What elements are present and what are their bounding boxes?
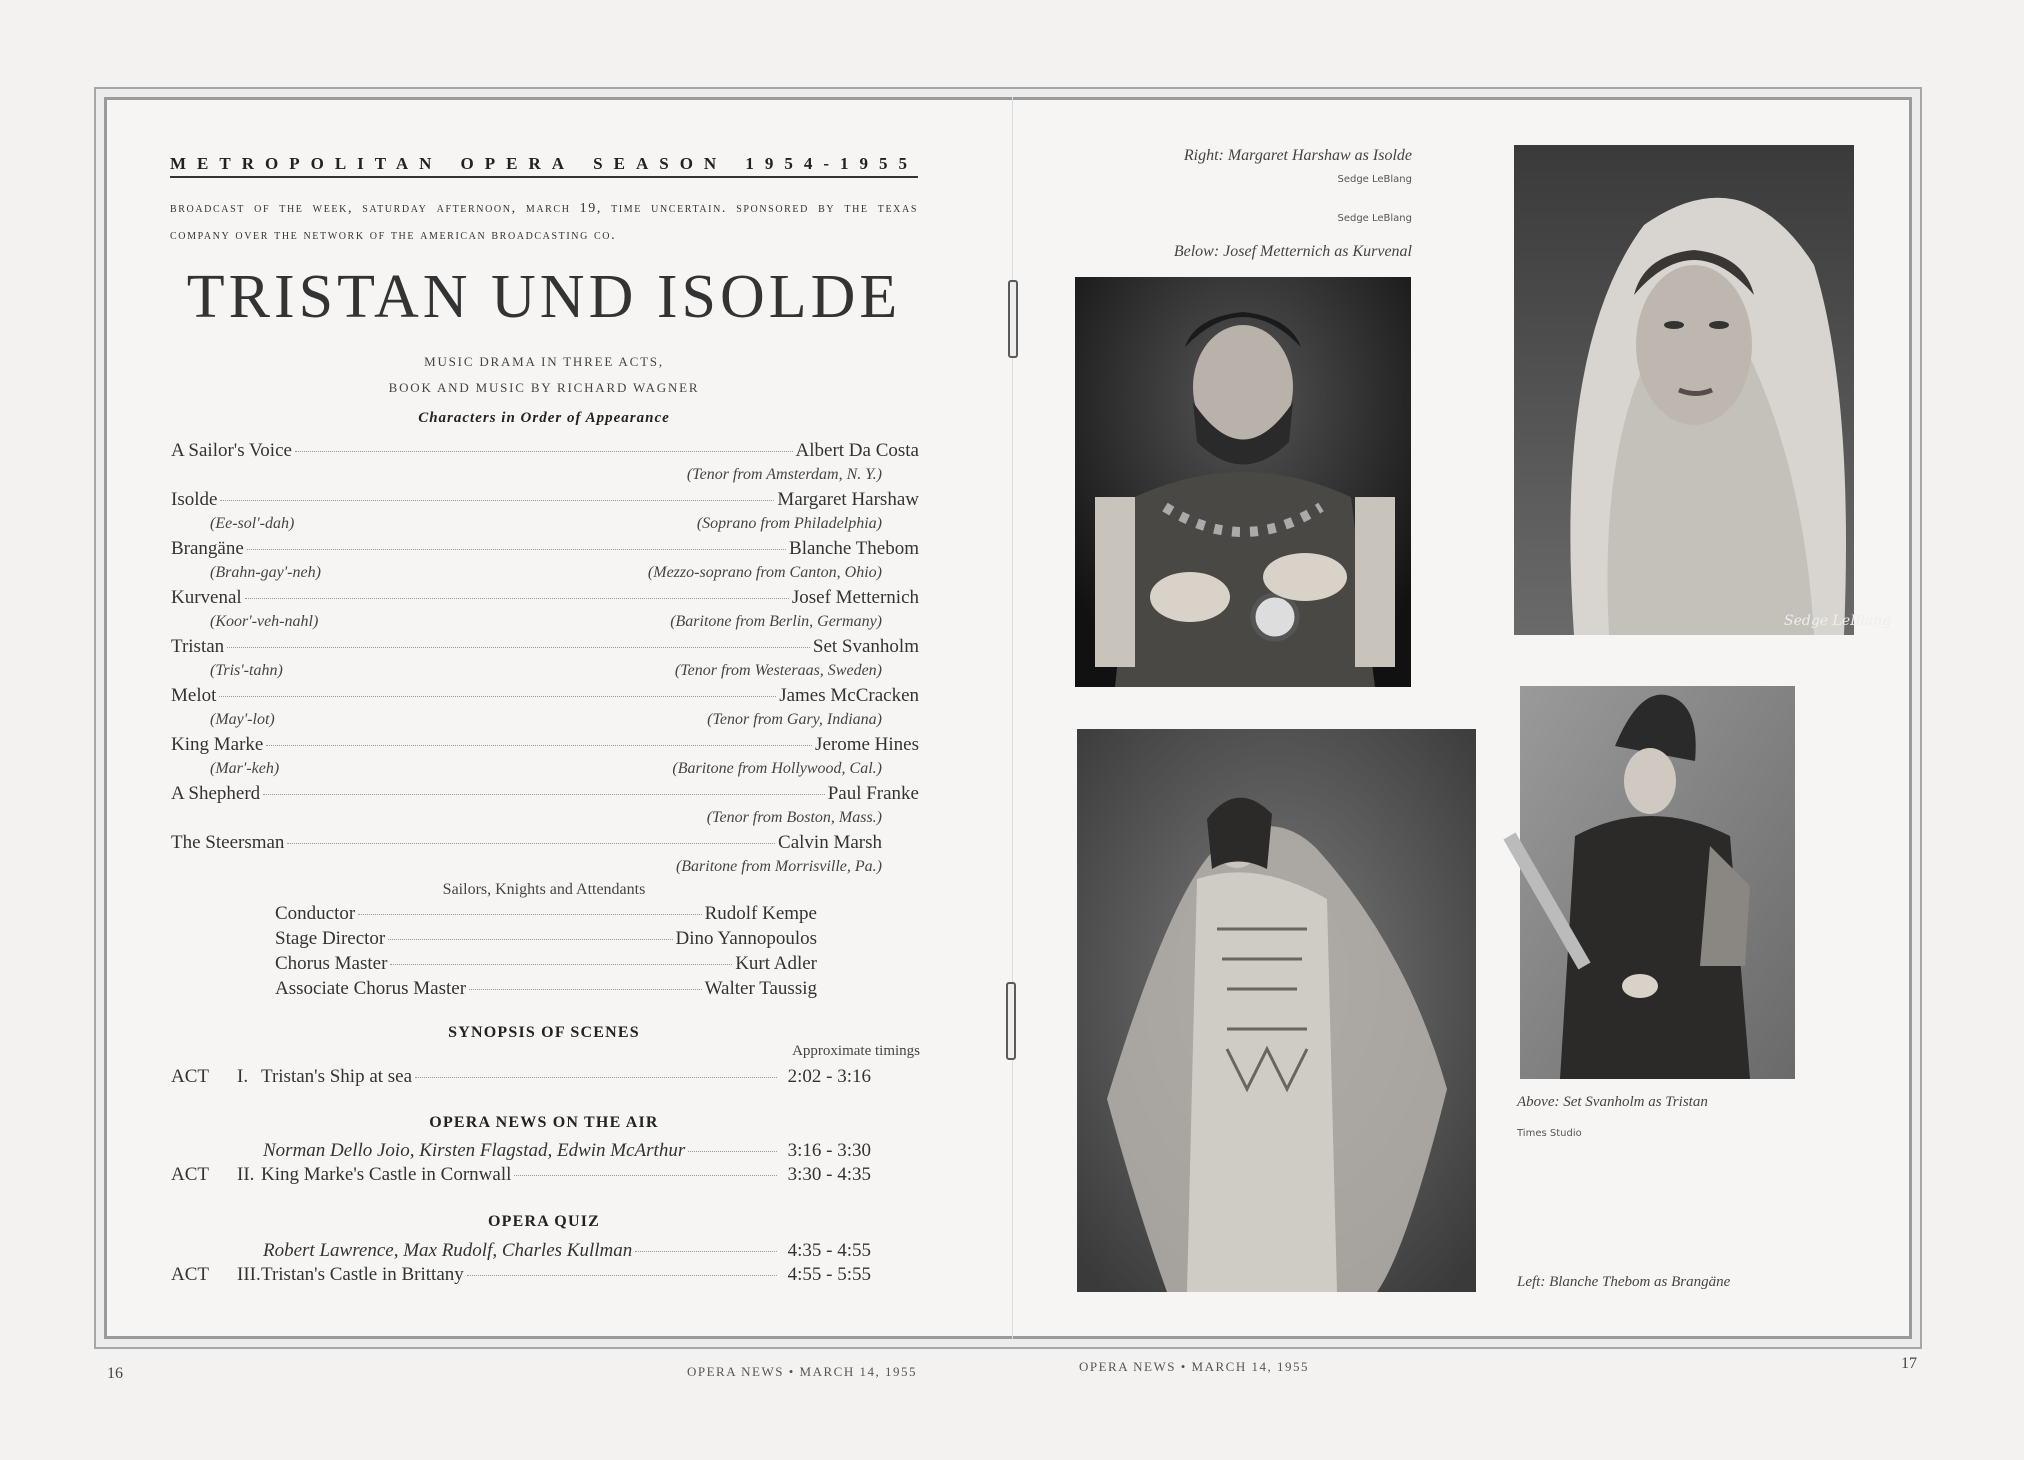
act-scene: Tristan's Castle in Brittany	[261, 1264, 464, 1285]
act-number: II.	[237, 1164, 255, 1185]
act-time: 4:55 - 5:55	[787, 1264, 871, 1285]
subtitle-line-2: BOOK AND MUSIC BY RICHARD WAGNER	[388, 380, 700, 395]
header-word: OPERA	[460, 154, 576, 173]
staff-name: Rudolf Kempe	[704, 903, 817, 924]
staff-name: Kurt Adler	[735, 953, 817, 974]
staff-row	[275, 928, 817, 950]
on-air-names: Norman Dello Joio, Kirsten Flagstad, Edwin McArthur	[263, 1140, 686, 1161]
caption-harshaw: Right: Margaret Harshaw as Isolde	[1183, 147, 1412, 164]
singer-name: Margaret Harshaw	[777, 489, 919, 510]
on-air-time: 3:16 - 3:30	[787, 1140, 871, 1161]
cast-row	[171, 832, 882, 854]
staff-row	[275, 953, 817, 975]
caption-svanholm: Above: Set Svanholm as Tristan	[1517, 1094, 1708, 1110]
photo-thebom	[1077, 729, 1476, 1292]
leader-dots	[358, 914, 701, 915]
chorus-line: Sailors, Knights and Attendants	[442, 881, 646, 898]
singer-origin: (Mezzo-soprano from Canton, Ohio)	[647, 564, 882, 581]
leader-dots	[635, 1251, 776, 1252]
broadcast-notice: broadcast of the week, saturday afternoon, march 19, time uncertain. sponsored by the texas company over the network of the american broadcasting co.	[170, 201, 918, 243]
staple-bottom	[1006, 982, 1016, 1060]
act-number: I.	[237, 1066, 249, 1087]
photo-credit: Sedge LeBlang	[1337, 213, 1412, 224]
leader-dots	[514, 1175, 776, 1176]
header-word: SEASON	[593, 154, 728, 173]
singer-origin: (Tenor from Amsterdam, N. Y.)	[686, 466, 882, 483]
staff-role: Associate Chorus Master	[275, 978, 467, 999]
role-name: Melot	[171, 685, 217, 706]
cast-row	[171, 636, 919, 658]
leader-dots	[388, 939, 672, 940]
act-row	[171, 1164, 871, 1186]
quiz-time: 4:35 - 4:55	[787, 1240, 871, 1261]
singer-name: Blanche Thebom	[789, 538, 919, 559]
page-number-right: 17	[1901, 1355, 1917, 1372]
singer-origin: (Baritone from Hollywood, Cal.)	[672, 760, 882, 777]
footer-left: OPERA NEWS • MARCH 14, 1955	[687, 1364, 917, 1379]
page-number-left: 16	[107, 1365, 123, 1382]
photo-signature: Sedge LeBlang	[1784, 613, 1892, 629]
role-pronunciation: (Koor'-veh-nahl)	[210, 613, 319, 630]
singer-origin: (Baritone from Berlin, Germany)	[670, 613, 882, 630]
synopsis-heading: SYNOPSIS OF SCENES	[448, 1024, 640, 1041]
role-pronunciation: (Mar'-keh)	[210, 760, 280, 777]
staff-name: Dino Yannopoulos	[675, 928, 817, 949]
act-label: ACT	[171, 1264, 209, 1285]
staff-row	[275, 978, 817, 1000]
staff-name: Walter Taussig	[704, 978, 817, 999]
staff-role: Conductor	[275, 903, 356, 924]
subtitle-line-1: MUSIC DRAMA IN THREE ACTS,	[424, 354, 664, 369]
opera-title: TRISTAN UND ISOLDE	[186, 263, 902, 331]
act-scene: King Marke's Castle in Cornwall	[261, 1164, 512, 1185]
singer-name: Albert Da Costa	[795, 440, 919, 461]
leader-dots	[220, 500, 774, 501]
leader-dots	[415, 1077, 777, 1078]
cast-row	[171, 489, 919, 511]
quiz-names: Robert Lawrence, Max Rudolf, Charles Kullman	[263, 1240, 633, 1261]
caption-metternich: Below: Josef Metternich as Kurvenal	[1173, 243, 1412, 260]
staff-row	[275, 903, 817, 925]
leader-dots	[227, 647, 810, 648]
season-header	[170, 154, 918, 174]
singer-name: Jerome Hines	[815, 734, 919, 755]
act-label: ACT	[171, 1164, 209, 1185]
leader-dots	[219, 696, 776, 697]
leader-dots	[688, 1151, 776, 1152]
photo-metternich	[1075, 277, 1411, 687]
header-word: METROPOLITAN	[170, 154, 443, 173]
photo-svanholm	[1520, 686, 1795, 1079]
caption-thebom: Left: Blanche Thebom as Brangäne	[1517, 1274, 1731, 1290]
cast-row	[171, 440, 919, 462]
cast-row	[171, 783, 919, 805]
role-name: Isolde	[171, 489, 218, 510]
act-label: ACT	[171, 1066, 209, 1087]
act-time: 3:30 - 4:35	[787, 1164, 871, 1185]
leader-dots	[245, 598, 789, 599]
leader-dots	[287, 843, 775, 844]
photo-harshaw	[1514, 145, 1892, 635]
staple-top	[1008, 280, 1018, 358]
footer-right: OPERA NEWS • MARCH 14, 1955	[1079, 1359, 1309, 1374]
singer-origin: (Tenor from Boston, Mass.)	[706, 809, 882, 826]
role-name: Brangäne	[171, 538, 244, 559]
photo-harshaw-image	[1514, 145, 1892, 635]
leader-dots	[247, 549, 786, 550]
act-time: 2:02 - 3:16	[787, 1066, 871, 1087]
header-rule	[170, 176, 918, 178]
staff-role: Chorus Master	[275, 953, 388, 974]
role-name: The Steersman	[171, 832, 285, 853]
cast-row	[171, 587, 919, 609]
cast-row	[171, 685, 919, 707]
role-pronunciation: (Ee-sol'-dah)	[210, 515, 295, 532]
photo-credit: Sedge LeBlang	[1337, 174, 1412, 185]
photo-svanholm-image	[1520, 686, 1795, 1079]
leader-dots	[295, 451, 793, 452]
role-pronunciation: (May'-lot)	[210, 711, 275, 728]
photo-metternich-image	[1075, 277, 1411, 687]
header-word: 1954-1955	[745, 154, 918, 173]
singer-name: Josef Metternich	[791, 587, 919, 608]
role-name: King Marke	[171, 734, 264, 755]
singer-name: James McCracken	[779, 685, 919, 706]
singer-origin: (Tenor from Gary, Indiana)	[707, 711, 882, 728]
act-row	[171, 1264, 871, 1286]
singer-origin: (Soprano from Philadelphia)	[696, 515, 882, 532]
role-pronunciation: (Tris'-tahn)	[210, 662, 283, 679]
role-name: Kurvenal	[171, 587, 242, 608]
photo-credit: Times Studio	[1517, 1128, 1582, 1139]
staff-role: Stage Director	[275, 928, 386, 949]
quiz-heading: OPERA QUIZ	[487, 1213, 600, 1230]
act-scene: Tristan's Ship at sea	[261, 1066, 413, 1087]
cast-row	[171, 538, 919, 560]
role-pronunciation: (Brahn-gay'-neh)	[210, 564, 321, 581]
quiz-row	[263, 1240, 871, 1262]
role-name: A Sailor's Voice	[171, 440, 292, 461]
leader-dots	[469, 989, 702, 990]
role-name: Tristan	[171, 636, 225, 657]
singer-origin: (Baritone from Morrisville, Pa.)	[675, 858, 882, 875]
cast-row	[171, 734, 919, 756]
act-row	[171, 1066, 871, 1088]
leader-dots	[266, 745, 812, 746]
role-name: A Shepherd	[171, 783, 261, 804]
timings-label: Approximate timings	[792, 1043, 920, 1059]
leader-dots	[467, 1275, 777, 1276]
on-air-heading: OPERA NEWS ON THE AIR	[429, 1114, 659, 1131]
act-number: III.	[237, 1264, 261, 1285]
singer-origin: (Tenor from Westeraas, Sweden)	[674, 662, 882, 679]
leader-dots	[263, 794, 825, 795]
singer-name: Calvin Marsh	[778, 832, 882, 853]
singer-name: Paul Franke	[827, 783, 919, 804]
photo-thebom-image	[1077, 729, 1476, 1292]
on-air-row	[263, 1140, 871, 1162]
characters-heading: Characters in Order of Appearance	[418, 410, 670, 426]
singer-name: Set Svanholm	[812, 636, 919, 657]
leader-dots	[390, 964, 732, 965]
